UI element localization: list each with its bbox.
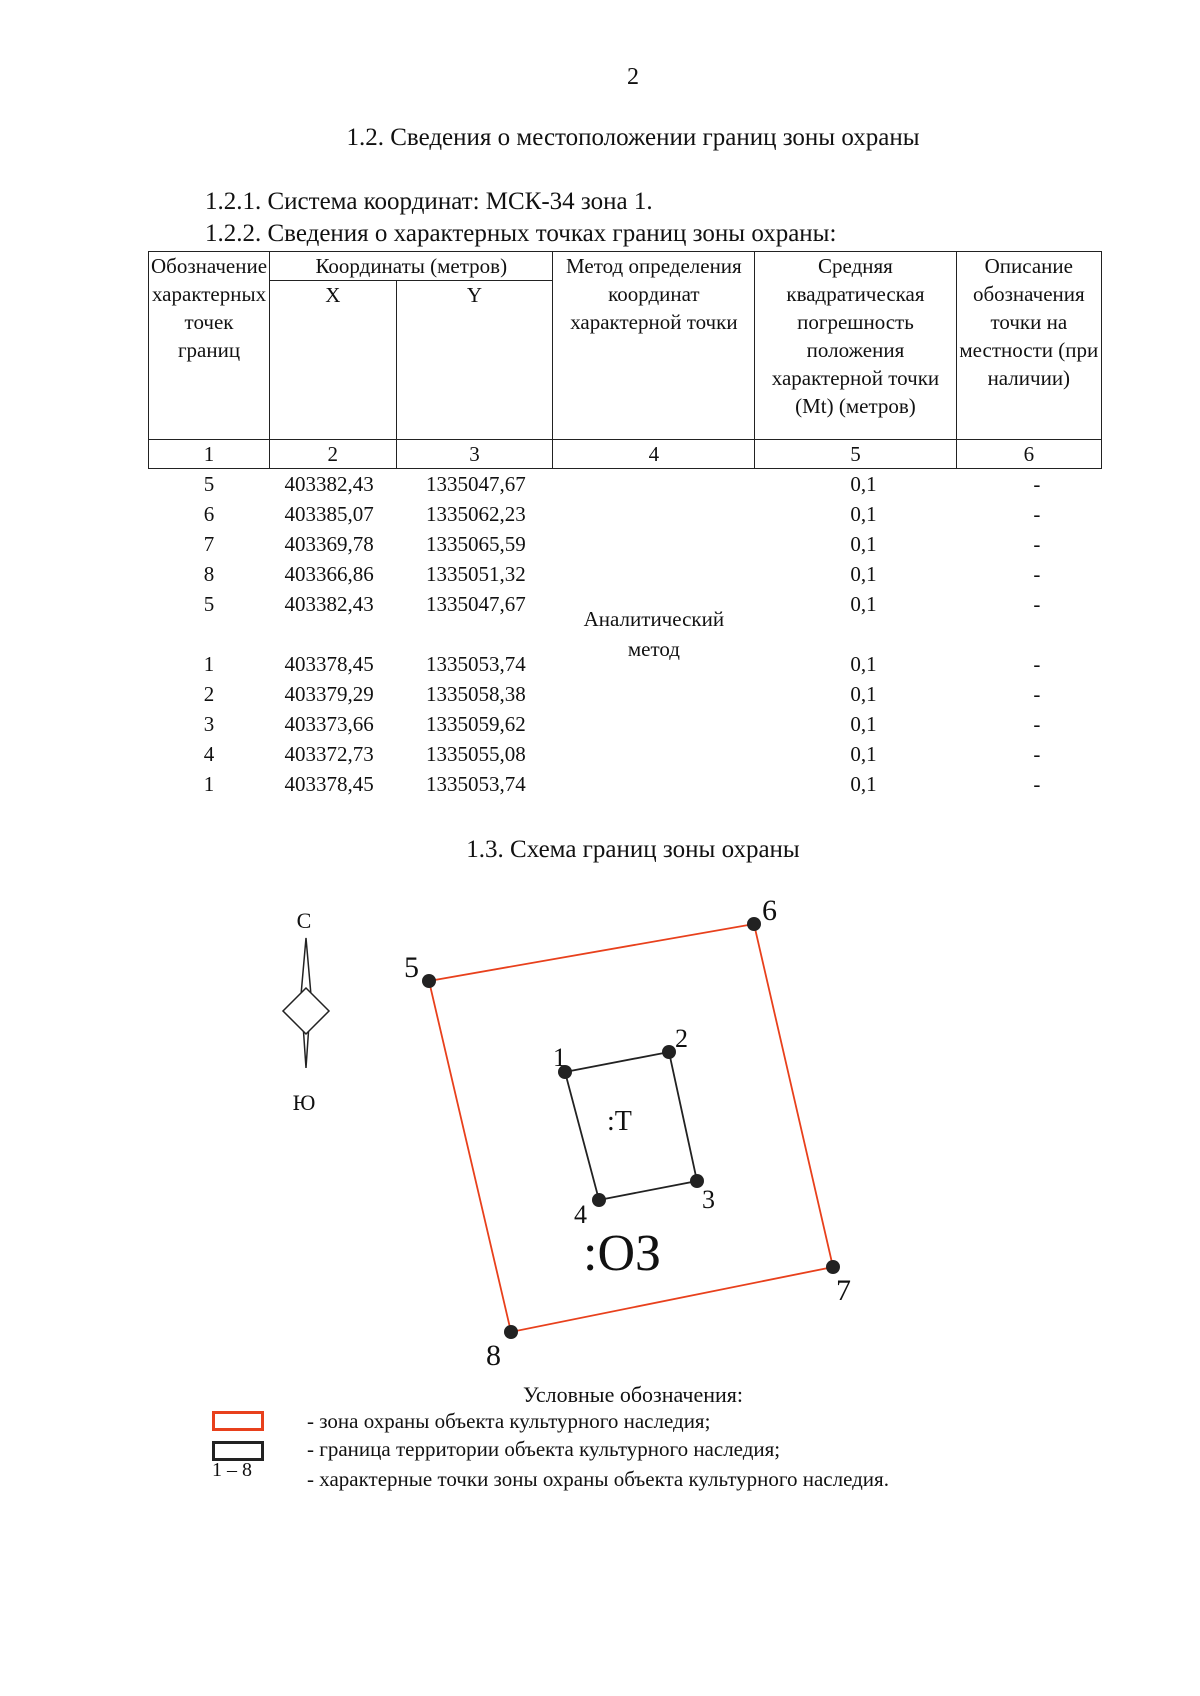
column-number: 5 bbox=[755, 440, 956, 469]
legend-territory-swatch bbox=[212, 1441, 264, 1461]
header-method: Метод определения координат характерной точки bbox=[553, 252, 755, 440]
cell-y: 1335058,38 bbox=[426, 682, 526, 706]
point-label: 6 bbox=[762, 894, 777, 927]
cell-y: 1335065,59 bbox=[426, 532, 526, 556]
point-label: 8 bbox=[486, 1339, 501, 1372]
north-arrow-icon bbox=[283, 908, 329, 1115]
cell-y: 1335062,23 bbox=[426, 502, 526, 526]
cell-description: - bbox=[1033, 532, 1041, 556]
page-number: 2 bbox=[627, 64, 639, 90]
cell-y: 1335047,67 bbox=[426, 472, 526, 496]
cell-x: 403378,45 bbox=[284, 652, 374, 676]
cell-y: 1335053,74 bbox=[426, 652, 526, 676]
cell-description: - bbox=[1033, 652, 1041, 676]
section-title-1-2: 1.2. Сведения о местоположении границ зоны охраны bbox=[346, 124, 920, 151]
cell-accuracy: 0,1 bbox=[850, 772, 877, 796]
header-y: Y bbox=[396, 281, 553, 440]
cell-x: 403379,29 bbox=[284, 682, 374, 706]
territory-label: :Т bbox=[607, 1106, 632, 1137]
cell-y: 1335059,62 bbox=[426, 712, 526, 736]
cell-point: 4 bbox=[203, 742, 215, 766]
cell-point: 2 bbox=[203, 682, 215, 706]
column-number: 1 bbox=[149, 440, 270, 469]
point-label: 2 bbox=[675, 1024, 688, 1053]
cell-point: 7 bbox=[203, 532, 215, 556]
cell-description: - bbox=[1033, 502, 1041, 526]
cell-point: 6 bbox=[203, 502, 215, 526]
cell-description: - bbox=[1033, 712, 1041, 736]
compass-south-label: Ю bbox=[292, 1090, 316, 1115]
column-number: 2 bbox=[270, 440, 396, 469]
cell-accuracy: 0,1 bbox=[850, 532, 877, 556]
cell-point: 5 bbox=[203, 592, 215, 616]
cell-point: 8 bbox=[203, 562, 215, 586]
cell-x: 403372,73 bbox=[284, 742, 374, 766]
cell-y: 1335055,08 bbox=[426, 742, 526, 766]
section-title-1-3: 1.3. Схема границ зоны охраны bbox=[466, 836, 800, 863]
point-label: 3 bbox=[702, 1185, 715, 1214]
point-label: 4 bbox=[574, 1200, 587, 1229]
cell-x: 403385,07 bbox=[284, 502, 374, 526]
cell-point: 5 bbox=[203, 472, 215, 496]
coordinate-system-line: 1.2.1. Система координат: МСК-34 зона 1. bbox=[205, 188, 653, 215]
column-number: 6 bbox=[956, 440, 1101, 469]
cell-y: 1335047,67 bbox=[426, 592, 526, 616]
cell-description: - bbox=[1033, 772, 1041, 796]
cell-point: 3 bbox=[203, 712, 215, 736]
legend-item: - зона охраны объекта культурного наследия; bbox=[307, 1409, 711, 1433]
header-coordinates: Координаты (метров) bbox=[270, 252, 553, 281]
cell-description: - bbox=[1033, 472, 1041, 496]
cell-description: - bbox=[1033, 742, 1041, 766]
cell-accuracy: 0,1 bbox=[850, 682, 877, 706]
cell-x: 403382,43 bbox=[284, 592, 374, 616]
cell-accuracy: 0,1 bbox=[850, 502, 877, 526]
legend-item: - характерные точки зоны охраны объекта культурного наследия. bbox=[307, 1467, 889, 1491]
point-label: 5 bbox=[404, 951, 419, 984]
cell-x: 403382,43 bbox=[284, 472, 374, 496]
zone-label: :ОЗ bbox=[583, 1225, 662, 1282]
cell-point: 1 bbox=[203, 652, 215, 676]
compass-north-label: С bbox=[296, 908, 312, 933]
header-designation: Обозначение характерных точек границ bbox=[149, 252, 270, 440]
cell-accuracy: 0,1 bbox=[850, 592, 877, 616]
cell-description: - bbox=[1033, 562, 1041, 586]
cell-point: 1 bbox=[203, 772, 215, 796]
point-label: 1 bbox=[553, 1043, 566, 1072]
cell-x: 403366,86 bbox=[284, 562, 374, 586]
legend-points-symbol: 1 – 8 bbox=[212, 1459, 252, 1481]
cell-description: - bbox=[1033, 682, 1041, 706]
legend-title: Условные обозначения: bbox=[522, 1382, 744, 1407]
point-label: 7 bbox=[836, 1274, 851, 1307]
cell-accuracy: 0,1 bbox=[850, 472, 877, 496]
column-number: 4 bbox=[553, 440, 755, 469]
cell-y: 1335053,74 bbox=[426, 772, 526, 796]
points-info-line: 1.2.2. Сведения о характерных точках границ зоны охраны: bbox=[205, 220, 837, 247]
cell-method: Аналитический метод bbox=[583, 607, 725, 661]
cell-accuracy: 0,1 bbox=[850, 562, 877, 586]
cell-accuracy: 0,1 bbox=[850, 652, 877, 676]
header-accuracy: Средняя квадратическая погрешность положения характерной точки (Mt) (метров) bbox=[755, 252, 956, 440]
header-description: Описание обозначения точки на местности (при наличии) bbox=[956, 252, 1101, 440]
cell-x: 403373,66 bbox=[284, 712, 374, 736]
cell-accuracy: 0,1 bbox=[850, 742, 877, 766]
cell-accuracy: 0,1 bbox=[850, 712, 877, 736]
cell-y: 1335051,32 bbox=[426, 562, 526, 586]
cell-x: 403378,45 bbox=[284, 772, 374, 796]
cell-description: - bbox=[1033, 592, 1041, 616]
header-x: X bbox=[270, 281, 396, 440]
legend-zone-swatch bbox=[212, 1411, 264, 1431]
column-number: 3 bbox=[396, 440, 553, 469]
cell-x: 403369,78 bbox=[284, 532, 374, 556]
legend-item: - граница территории объекта культурного наследия; bbox=[307, 1437, 781, 1461]
